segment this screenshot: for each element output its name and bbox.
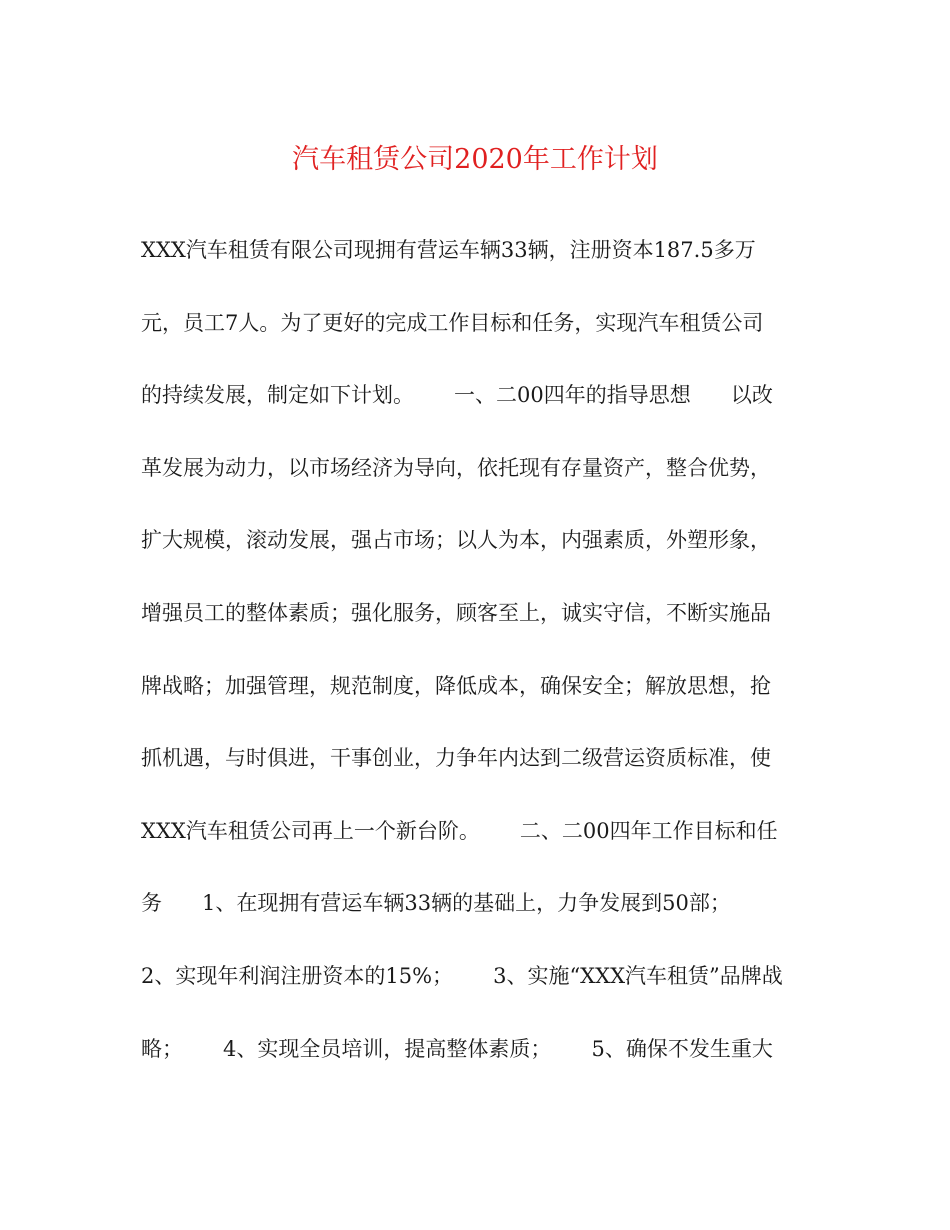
body-line-3: 的持续发展，制定如下计划。 一、二00四年的指导思想 以改 (141, 383, 773, 408)
body-line-8: 抓机遇，与时俱进，干事创业，力争年内达到二级营运资质标准，使 (141, 746, 771, 771)
body-line-2: 元，员工7人。为了更好的完成工作目标和任务，实现汽车租赁公司 (141, 310, 764, 335)
body-line-7: 牌战略；加强管理，规范制度，降低成本，确保安全；解放思想，抢 (141, 673, 771, 698)
body-line-11: 2、实现年利润注册资本的15%； 3、实施“XXX汽车租赁”品牌战 (141, 963, 783, 988)
document-body (141, 222, 821, 1093)
body-line-5: 扩大规模，滚动发展，强占市场；以人为本，内强素质，外塑形象， (141, 528, 771, 553)
body-line-6: 增强员工的整体素质；强化服务，顾客至上，诚实守信，不断实施品 (141, 600, 771, 625)
document-title: 汽车租赁公司2020年工作计划 (292, 144, 658, 175)
body-line-4: 革发展为动力，以市场经济为导向，依托现有存量资产，整合优势， (141, 455, 771, 480)
body-line-1: XXX汽车租赁有限公司现拥有营运车辆33辆，注册资本187.5多万 (141, 238, 756, 262)
body-line-12: 略； 4、实现全员培训，提高整体素质； 5、确保不发生重大 (141, 1036, 773, 1061)
body-line-10: 务 1、在现拥有营运车辆33辆的基础上，力争发展到50部； (141, 891, 731, 916)
body-line-9: XXX汽车租赁公司再上一个新台阶。 二、二00四年工作目标和任 (141, 818, 778, 843)
